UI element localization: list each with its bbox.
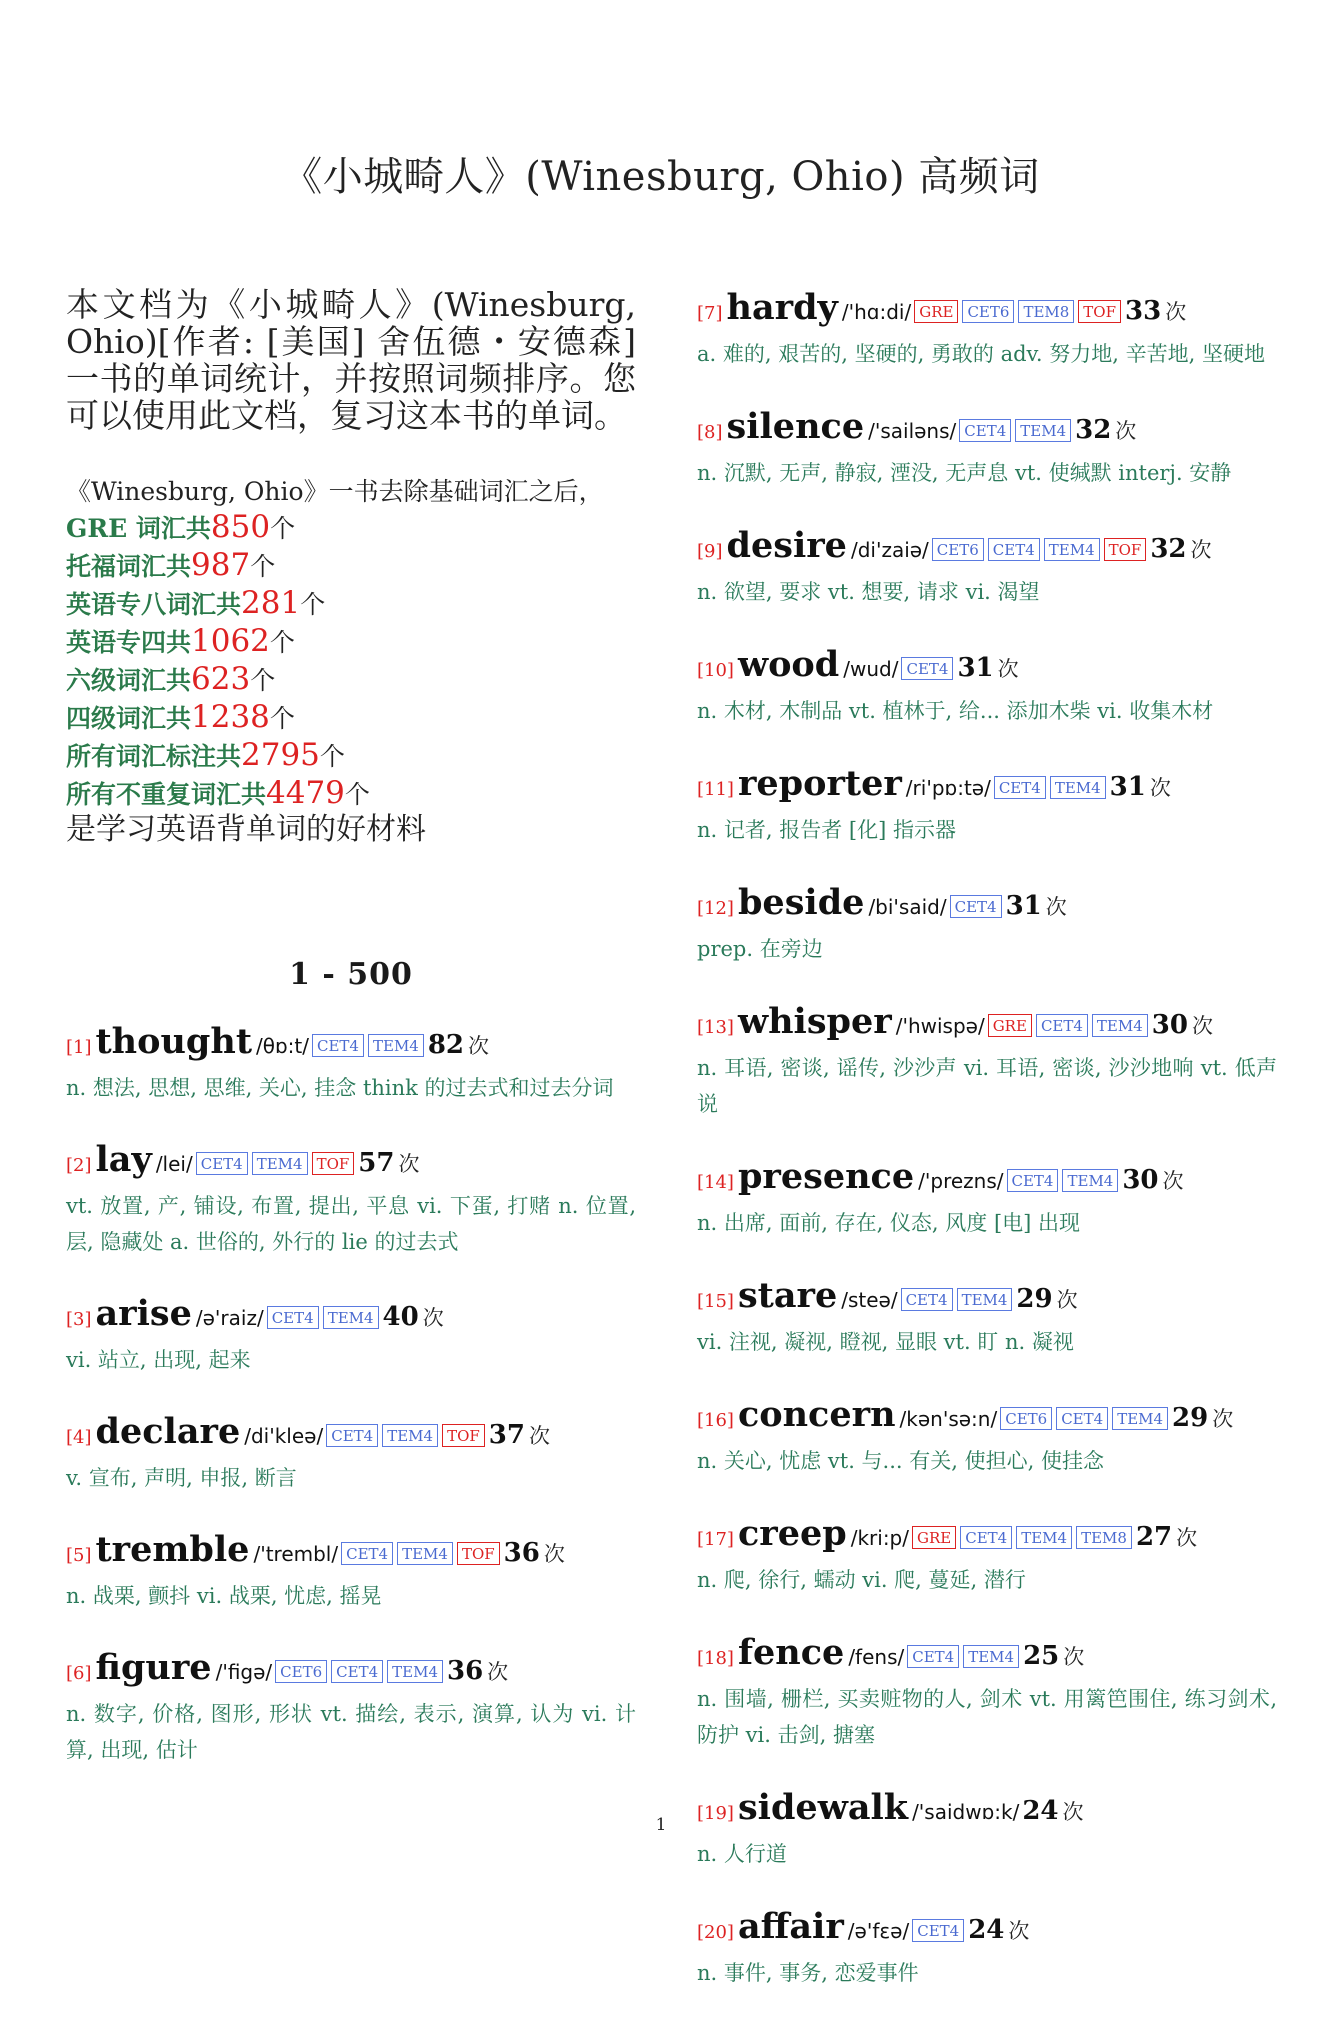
exam-tag-badge: CET6 (1000, 1407, 1052, 1430)
entry-frequency: 31 (1005, 891, 1042, 921)
stat-label: 托福词汇共 (66, 552, 192, 581)
entry-index: [5] (66, 1545, 92, 1566)
entry-index: [6] (66, 1663, 92, 1684)
word-entry (66, 1292, 636, 1378)
stat-label: 六级词汇共 (66, 666, 192, 695)
entry-index: [20] (697, 1922, 734, 1943)
stat-line (66, 775, 636, 813)
exam-tag-badge: CET4 (331, 1660, 383, 1683)
entry-phonetic: /steə/ (841, 1288, 898, 1312)
exam-tag-badge: CET4 (326, 1424, 378, 1447)
exam-tag-badge: CET4 (994, 776, 1046, 799)
exam-tag-badge: CET6 (962, 300, 1014, 323)
stat-unit: 个 (319, 742, 345, 771)
entry-headline (697, 1155, 1277, 1205)
entry-word: thought (95, 1021, 252, 1062)
word-entry (697, 1274, 1277, 1360)
page-number: 1 (655, 1815, 667, 1835)
word-entry (697, 524, 1277, 610)
exam-tag-badge: CET4 (912, 1919, 964, 1942)
frequency-unit: 次 (1056, 1288, 1078, 1312)
exam-tag-badge: GRE (914, 300, 958, 323)
exam-tag-badge: TEM4 (323, 1306, 379, 1329)
entry-definition: vi. 注视, 凝视, 瞪视, 显眼 vt. 盯 n. 凝视 (697, 1330, 1074, 1354)
entry-index: [11] (697, 779, 734, 800)
word-entry (697, 762, 1277, 848)
frequency-unit: 次 (422, 1306, 444, 1330)
entry-definition: n. 事件, 事务, 恋爱事件 (697, 1961, 919, 1985)
stat-number: 850 (210, 509, 271, 545)
exam-tag-badge: CET4 (901, 1288, 953, 1311)
stat-unit: 个 (250, 552, 276, 581)
stat-line (66, 661, 636, 699)
entry-index: [4] (66, 1427, 92, 1448)
exam-tag-badge: TEM4 (397, 1542, 453, 1565)
entry-index: [16] (697, 1410, 734, 1431)
exam-tag-badge: CET4 (341, 1542, 393, 1565)
frequency-unit: 次 (1191, 1014, 1213, 1038)
word-entry (66, 1138, 636, 1260)
word-entry (697, 1155, 1277, 1241)
left-column (66, 286, 636, 1800)
entry-phonetic: /'sailəns/ (868, 419, 957, 443)
exam-tag-badge: CET4 (1036, 1014, 1088, 1037)
entry-headline (697, 1905, 1277, 1955)
entry-word: hardy (726, 287, 838, 328)
entry-phonetic: /di'kleə/ (244, 1424, 324, 1448)
exam-tag-badge: TOF (312, 1152, 355, 1175)
entry-phonetic: /ə'raiz/ (195, 1306, 264, 1330)
stat-number: 4479 (266, 775, 345, 811)
stat-label: 英语专四共 (66, 628, 192, 657)
exam-tag-badge: TEM4 (1112, 1407, 1168, 1430)
entry-headline (697, 524, 1277, 574)
entry-word: declare (95, 1411, 241, 1452)
entry-phonetic: /kən'sə:n/ (899, 1407, 998, 1431)
entry-headline (66, 1020, 636, 1070)
exam-tag-badge: CET4 (1056, 1407, 1108, 1430)
entry-word: concern (737, 1394, 896, 1435)
exam-tag-badge: TEM4 (1044, 538, 1100, 561)
exam-tag-badge: CET4 (312, 1034, 364, 1057)
exam-tag-badge: GRE (912, 1526, 956, 1549)
exam-tag-badge: TEM4 (963, 1645, 1019, 1668)
entry-frequency: 36 (503, 1538, 540, 1568)
word-entry (697, 1631, 1277, 1753)
entry-headline (697, 1000, 1277, 1050)
exam-tag-badge: TEM4 (1062, 1169, 1118, 1192)
entry-frequency: 31 (957, 653, 994, 683)
entry-frequency: 30 (1122, 1165, 1159, 1195)
exam-tag-badge: TEM4 (957, 1288, 1013, 1311)
word-entry (66, 1020, 636, 1106)
frequency-unit: 次 (543, 1542, 565, 1566)
stat-line (66, 509, 636, 547)
frequency-unit: 次 (1115, 419, 1137, 443)
exam-tag-badge: CET4 (267, 1306, 319, 1329)
entry-definition: n. 围墙, 栅栏, 买卖赃物的人, 剑术 vt. 用篱笆围住, 练习剑术, 防护 vi. 击剑, 搪塞 (697, 1687, 1277, 1747)
entry-definition: prep. 在旁边 (697, 937, 823, 961)
exam-tag-badge: CET4 (959, 419, 1011, 442)
stat-line (66, 623, 636, 661)
entry-definition: n. 人行道 (697, 1842, 787, 1866)
entry-headline (697, 1512, 1277, 1562)
entry-frequency: 57 (358, 1148, 395, 1178)
word-entry (66, 1410, 636, 1496)
entry-definition: a. 难的, 艰苦的, 坚硬的, 勇敢的 adv. 努力地, 辛苦地, 坚硬地 (697, 342, 1265, 366)
entry-definition: v. 宣布, 声明, 申报, 断言 (66, 1466, 297, 1490)
word-entry (697, 1000, 1277, 1122)
vocabulary-stats (66, 474, 636, 847)
entry-headline (66, 1528, 636, 1578)
stat-label: 英语专八词汇共 (66, 590, 242, 619)
entry-word: reporter (737, 763, 902, 804)
entry-headline (697, 881, 1277, 931)
exam-tag-badge: TEM4 (1016, 1526, 1072, 1549)
entry-phonetic: /θɒ:t/ (256, 1034, 309, 1058)
frequency-unit: 次 (1190, 538, 1212, 562)
entry-word: beside (737, 882, 865, 923)
entry-phonetic: /di'zaiə/ (850, 538, 929, 562)
frequency-unit: 次 (997, 657, 1019, 681)
entry-index: [3] (66, 1309, 92, 1330)
word-entry (697, 881, 1277, 967)
entry-index: [15] (697, 1291, 734, 1312)
frequency-unit: 次 (1176, 1526, 1198, 1550)
exam-tag-badge: TEM8 (1018, 300, 1074, 323)
stat-label: 四级词汇共 (66, 704, 192, 733)
exam-tag-badge: CET4 (901, 657, 953, 680)
entry-frequency: 24 (1022, 1796, 1059, 1826)
word-entry (697, 1512, 1277, 1598)
entry-headline (697, 762, 1277, 812)
entry-headline (697, 405, 1277, 455)
word-entry (66, 1528, 636, 1614)
entry-headline (66, 1138, 636, 1188)
stats-closing: 是学习英语背单词的好材料 (66, 812, 426, 847)
stat-unit: 个 (270, 514, 296, 543)
exam-tag-badge: TEM8 (1076, 1526, 1132, 1549)
stat-label: 所有词汇标注共 (66, 742, 242, 771)
entry-frequency: 32 (1150, 534, 1187, 564)
intro-paragraph: 本文档为《小城畸人》(Winesburg, Ohio)[作者: [美国] 舍伍德・安德森] 一书的单词统计，并按照词频排序。您可以使用此文档，复习这本书的单词。 (66, 285, 636, 435)
entry-phonetic: /lei/ (155, 1152, 193, 1176)
stat-number: 2795 (241, 737, 320, 773)
entry-definition: n. 木材, 木制品 vt. 植林于, 给... 添加木柴 vi. 收集木材 (697, 699, 1214, 723)
entry-headline (697, 1393, 1277, 1443)
frequency-unit: 次 (468, 1034, 490, 1058)
entry-word: figure (95, 1647, 212, 1688)
entry-definition: n. 爬, 徐行, 蠕动 vi. 爬, 蔓延, 潜行 (697, 1568, 1026, 1592)
exam-tag-badge: CET4 (950, 895, 1002, 918)
entry-index: [19] (697, 1803, 734, 1824)
stat-unit: 个 (344, 780, 370, 809)
entry-frequency: 32 (1075, 415, 1112, 445)
stat-unit: 个 (269, 704, 295, 733)
entry-phonetic: /bi'said/ (868, 895, 947, 919)
stats-lead: 《Winesburg, Ohio》一书去除基础词汇之后， (66, 477, 604, 506)
entry-headline (697, 1274, 1277, 1324)
exam-tag-badge: TEM4 (252, 1152, 308, 1175)
entry-word: sidewalk (737, 1787, 909, 1828)
stat-unit: 个 (250, 666, 276, 695)
entry-word: arise (95, 1293, 192, 1334)
entry-phonetic: /ə'fεə/ (847, 1919, 910, 1943)
entry-phonetic: /'trembl/ (253, 1542, 339, 1566)
exam-tag-badge: TEM4 (1050, 776, 1106, 799)
entry-word: tremble (95, 1529, 250, 1570)
stat-label: 所有不重复词汇共 (66, 780, 267, 809)
entry-headline (66, 1292, 636, 1342)
stat-number: 281 (241, 585, 301, 621)
exam-tag-badge: TEM4 (387, 1660, 443, 1683)
exam-tag-badge: CET4 (196, 1152, 248, 1175)
entry-word: stare (737, 1275, 838, 1316)
entry-definition: n. 关心, 忧虑 vt. 与... 有关, 使担心, 使挂念 (697, 1449, 1104, 1473)
entry-index: [10] (697, 660, 734, 681)
entry-headline (697, 1631, 1277, 1681)
entry-frequency: 37 (488, 1420, 525, 1450)
word-entry (697, 1393, 1277, 1479)
entry-index: [14] (697, 1172, 734, 1193)
exam-tag-badge: CET6 (932, 538, 984, 561)
entry-frequency: 33 (1125, 296, 1162, 326)
word-entry (697, 286, 1277, 372)
exam-tag-badge: TOF (1104, 538, 1147, 561)
entry-phonetic: /'saidwɒ:k/ (912, 1800, 1020, 1824)
word-entry (697, 1905, 1277, 1991)
entry-frequency: 30 (1151, 1010, 1188, 1040)
entry-definition: n. 想法, 思想, 思维, 关心, 挂念 think 的过去式和过去分词 (66, 1076, 614, 1100)
entry-definition: vt. 放置, 产, 铺设, 布置, 提出, 平息 vi. 下蛋, 打赌 n. 位置, 层, 隐藏处 a. 世俗的, 外行的 lie 的过去式 (66, 1194, 636, 1254)
exam-tag-badge: CET4 (907, 1645, 959, 1668)
exam-tag-badge: TOF (457, 1542, 500, 1565)
entry-index: [12] (697, 898, 734, 919)
entry-definition: n. 记者, 报告者 [化] 指示器 (697, 818, 956, 842)
frequency-unit: 次 (487, 1660, 509, 1684)
entry-word: silence (726, 406, 865, 447)
exam-tag-badge: TEM4 (368, 1034, 424, 1057)
entry-phonetic: /'prezns/ (918, 1169, 1004, 1193)
word-entry (697, 405, 1277, 491)
stat-number: 623 (191, 661, 251, 697)
entry-index: [1] (66, 1037, 92, 1058)
entry-word: whisper (737, 1001, 892, 1042)
entry-index: [17] (697, 1529, 734, 1550)
entry-word: lay (95, 1139, 152, 1180)
entry-index: [7] (697, 303, 723, 324)
entry-headline (697, 643, 1277, 693)
stat-line (66, 737, 636, 775)
entry-index: [2] (66, 1155, 92, 1176)
entry-word: presence (737, 1156, 915, 1197)
exam-tag-badge: TEM4 (1092, 1014, 1148, 1037)
entry-index: [9] (697, 541, 723, 562)
stat-number: 987 (191, 547, 251, 583)
right-column (697, 286, 1277, 2024)
exam-tag-badge: GRE (988, 1014, 1032, 1037)
frequency-unit: 次 (1212, 1407, 1234, 1431)
stat-unit: 个 (269, 628, 295, 657)
entry-definition: n. 沉默, 无声, 静寂, 湮没, 无声息 vt. 使缄默 interj. 安静 (697, 461, 1232, 485)
exam-tag-badge: TEM4 (382, 1424, 438, 1447)
frequency-unit: 次 (1008, 1919, 1030, 1943)
stat-line (66, 547, 636, 585)
frequency-unit: 次 (1162, 1169, 1184, 1193)
section-title: 1 - 500 (289, 957, 413, 992)
exam-tag-badge: CET4 (988, 538, 1040, 561)
exam-tag-badge: TEM4 (1015, 419, 1071, 442)
frequency-unit: 次 (1165, 300, 1187, 324)
entry-index: [13] (697, 1017, 734, 1038)
word-entry (66, 1646, 636, 1768)
entry-frequency: 27 (1135, 1522, 1173, 1552)
entry-frequency: 24 (968, 1915, 1005, 1945)
frequency-unit: 次 (1045, 895, 1067, 919)
entry-word: desire (726, 525, 847, 566)
frequency-unit: 次 (528, 1424, 550, 1448)
exam-tag-badge: CET4 (960, 1526, 1012, 1549)
entry-frequency: 31 (1109, 772, 1146, 802)
word-entry (697, 643, 1277, 729)
entry-frequency: 82 (427, 1030, 465, 1060)
entry-headline (66, 1410, 636, 1460)
entry-index: [8] (697, 422, 723, 443)
entry-word: wood (737, 644, 840, 685)
entry-word: affair (737, 1906, 844, 1947)
stat-number: 1238 (191, 699, 270, 735)
exam-tag-badge: TOF (442, 1424, 485, 1447)
frequency-unit: 次 (398, 1152, 420, 1176)
entry-index: [18] (697, 1648, 734, 1669)
entry-headline (66, 1646, 636, 1696)
exam-tag-badge: CET4 (1007, 1169, 1059, 1192)
entry-phonetic: /wud/ (843, 657, 899, 681)
stat-unit: 个 (300, 590, 326, 619)
entry-phonetic: /ri'pɒ:tə/ (905, 776, 991, 800)
entry-phonetic: /'hwispə/ (895, 1014, 985, 1038)
entry-frequency: 29 (1016, 1284, 1053, 1314)
stat-number: 1062 (191, 623, 270, 659)
entry-definition: n. 出席, 面前, 存在, 仪态, 风度 [电] 出现 (697, 1211, 1081, 1235)
entry-definition: n. 耳语, 密谈, 谣传, 沙沙声 vi. 耳语, 密谈, 沙沙地响 vt. 低声说 (697, 1056, 1277, 1116)
stat-label: GRE 词汇共 (66, 514, 211, 543)
entry-definition: n. 数字, 价格, 图形, 形状 vt. 描绘, 表示, 演算, 认为 vi. 计算, 出现, 估计 (66, 1702, 636, 1762)
entry-frequency: 40 (382, 1302, 419, 1332)
entry-headline (697, 286, 1277, 336)
entry-definition: vi. 站立, 出现, 起来 (66, 1348, 251, 1372)
entry-definition: n. 战栗, 颤抖 vi. 战栗, 忧虑, 摇晃 (66, 1584, 382, 1608)
entry-word: creep (737, 1513, 847, 1554)
entry-phonetic: /kri:p/ (850, 1526, 909, 1550)
entry-phonetic: /'figə/ (215, 1660, 273, 1684)
entry-frequency: 36 (446, 1656, 484, 1686)
stat-line (66, 585, 636, 623)
entry-phonetic: /fens/ (848, 1645, 905, 1669)
exam-tag-badge: TOF (1078, 300, 1121, 323)
stat-line (66, 699, 636, 737)
document-title: 《小城畸人》(Winesburg, Ohio) 高频词 (282, 154, 1040, 200)
exam-tag-badge: CET6 (275, 1660, 327, 1683)
entry-phonetic: /'hɑ:di/ (841, 300, 912, 324)
entry-frequency: 29 (1172, 1403, 1209, 1433)
entry-frequency: 25 (1023, 1641, 1060, 1671)
entry-word: fence (737, 1632, 845, 1673)
frequency-unit: 次 (1062, 1800, 1084, 1824)
frequency-unit: 次 (1063, 1645, 1085, 1669)
frequency-unit: 次 (1149, 776, 1171, 800)
entry-definition: n. 欲望, 要求 vt. 想要, 请求 vi. 渴望 (697, 580, 1040, 604)
